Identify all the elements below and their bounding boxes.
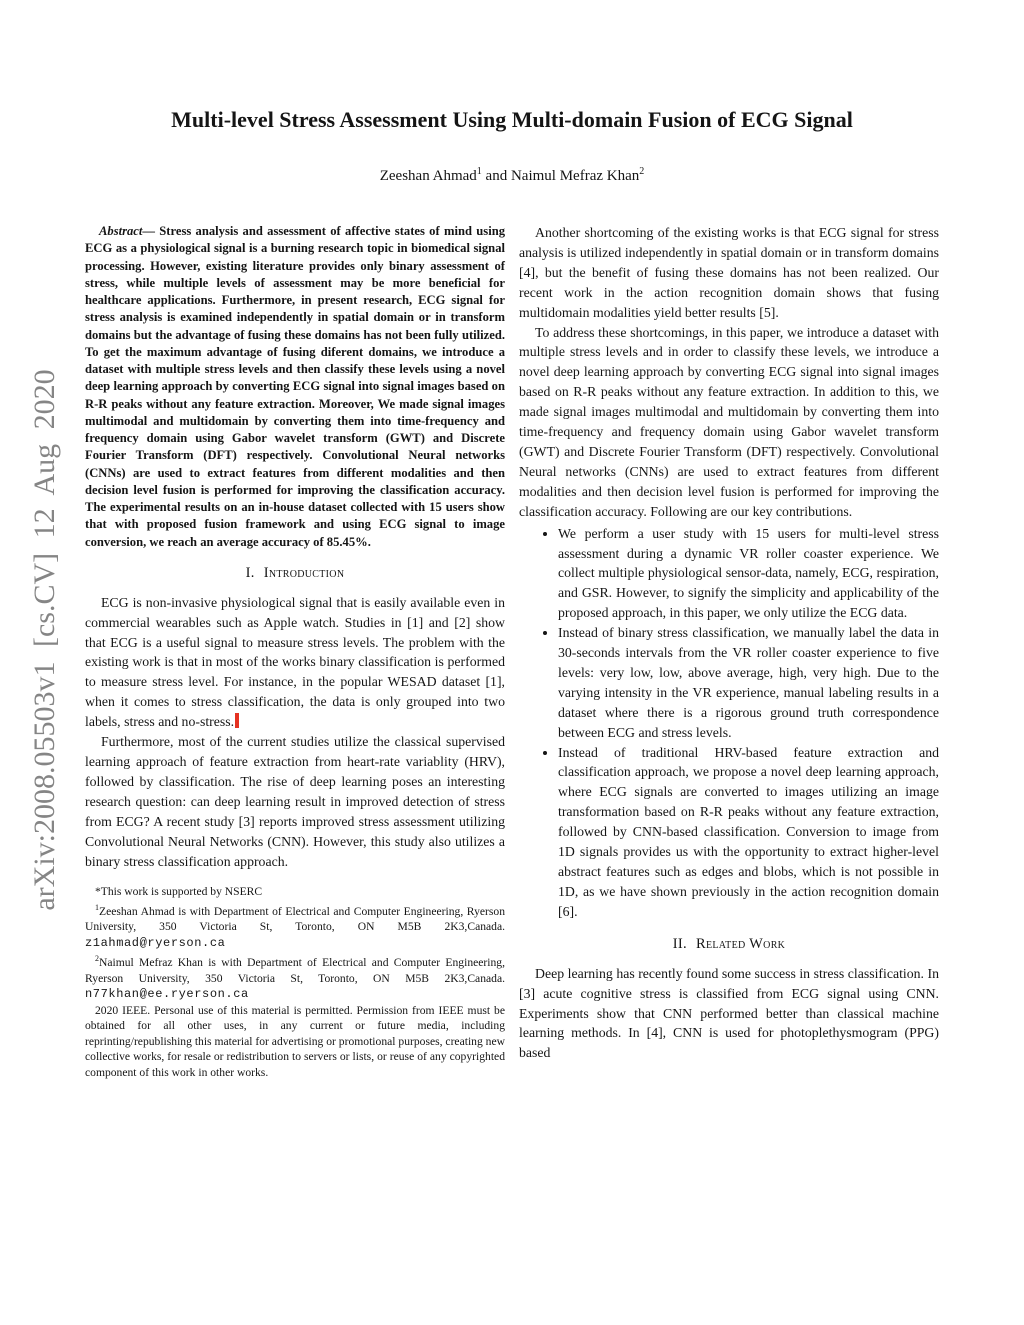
- author-affiliation-marker-2: 2: [639, 166, 645, 177]
- footnote-author-2-text: Naimul Mefraz Khan is with Department of Electrical and Computer Engineering, Ryerson University, 350 Victoria St, Toronto, ON M5B 2K3,Canada.: [85, 956, 505, 985]
- contributions-list: [519, 524, 939, 922]
- section-number-related-work: II.: [672, 935, 687, 952]
- contribution-item-3: • Instead of traditional HRV-based feature extraction and classification approach, we propose a novel deep learning approach, where ECG signals are converted to images utilizing an image transformation based on R-R peaks without any feature extraction, followed by CNN-based classification. Conversion to image from 1D signals provides us with the opportunity to extract higher-level abstract features such as edges and blobs, which is not possible in 1D, as we have shown previously in the action recognition domain [6].: [558, 743, 939, 922]
- authors-line: [0, 166, 1024, 185]
- author-affiliation-marker-1: 1: [476, 166, 482, 177]
- two-column-layout: [85, 223, 940, 1080]
- intro-paragraph-1-text: ECG is non-invasive physiological signal that is easily available even in commercial wearables such as Apple watch. Studies in [1] and [2] show that ECG is a useful signal to measure stress levels. The problem with the existing work is that in most of the works binary classification is performed to measure stress level. For instance, in the popular WESAD dataset [1], when it comes to stress classification, the data is only grouped into two labels, stress and no-stress.: [85, 594, 505, 730]
- footnote-author-1-text: Zeeshan Ahmad is with Department of Electrical and Computer Engineering, Ryerson University, 350 Victoria St, Toronto, ON M5B 2K3,Canada.: [85, 904, 505, 934]
- column-left: [85, 223, 505, 1080]
- contribution-item-2: • Instead of binary stress classification, we manually label the data in 30-seconds intervals from the VR roller coaster experience to five levels: very low, low, above average, high, very high. Due to the varying intensity in the VR experience, manual labeling results in a dataset where there is a rigorous ground truth correspondence between ECG and stress levels.: [558, 623, 939, 742]
- email-address-author-2: n77khan@ee.ryerson.ca: [85, 987, 249, 1002]
- footnote-marker-1: 1: [95, 902, 99, 912]
- intro-paragraph-1: [85, 593, 505, 732]
- right-paragraph-2: To address these shortcomings, in this paper, we introduce a dataset with multiple stress levels and in order to classify these levels, we introduce a novel deep learning approach by converting ECG signal into signal images based on R-R peaks without any feature extraction. In addition to this, we made signal images multimodal and multidomain by converting them into time-frequency and frequency domain using Gabor wavelet transform (GWT) and Discrete Fourier Transform (DFT) respectively. Convolutional Neural networks (CNNs) are used to extract features from different modalities and then decision level fusion is performed for improving the classification accuracy. Following are our key contributions.: [519, 324, 939, 519]
- right-paragraph-1: Another shortcoming of the existing works is that ECG signal for stress analysis is utilized independently in spatial domain or in transform domains [4], but the benefit of fusing these domains has not been realized. Our recent work in the action recognition domain shows that fusing multidomain modalities yield better results [5].: [519, 225, 939, 320]
- contribution-item-1: • We perform a user study with 15 users for multi-level stress assessment during a dynamic VR roller coaster experience. We collect multiple physiological sensor-data, namely, ECG, respiration, and GSR. However, to signify the simplicity and applicability of the proposed approach, in this paper, we only utilize the ECG data.: [558, 524, 939, 624]
- abstract-label: Abstract: [99, 224, 143, 238]
- footnote-marker-2: 2: [95, 954, 99, 964]
- abstract-text: Stress analysis and assessment of affective states of mind using ECG as a physiological signal is a burning research topic in biomedical signal processing. However, existing literature provides only binary assessment of stress, while multiple levels of assessment may be more beneficial for healthcare applications. Furthermore, in present research, ECG signal for stress analysis is examined independently in spatial domain or in transform domains but the advantage of fusing these domains has not been fully utilized. To get the maximum advantage of fusing diferent domains, we introduce a dataset with multiple stress levels and then classify these levels using a novel deep learning approach by converting ECG signal into signal images based on R-R peaks without any feature extraction. Moreover, We made signal images multimodal and multidomain by converting them into time-frequency and frequency domain using Gabor wavelet transform (GWT) and Discrete Fourier Transform (DFT) respectively. Convolutional Neural networks (CNNs) are used to extract features from different modalities and then decision level fusion is performed for improving the classification accuracy. The experimental results on an in-house dataset collected with 15 users show that with proposed fusion framework and using ECG signal to image conversion, we reach an average accuracy of 85.45%.: [85, 224, 505, 549]
- section-title-related-work: Related Work: [695, 935, 786, 952]
- paper-title: Multi-level Stress Assessment Using Multi-domain Fusion of ECG Signal: [171, 107, 853, 132]
- footnote-nserc-text: This work is supported by NSERC: [100, 885, 263, 899]
- arxiv-watermark: arXiv:2008.05503v1 [cs.CV] 12 Aug 2020: [28, 369, 61, 911]
- author-name-1: Zeeshan Ahmad: [379, 168, 477, 184]
- section-heading-introduction: [85, 565, 505, 582]
- red-text-cursor-mark: [235, 713, 239, 728]
- footnote-author-2: [85, 951, 505, 1002]
- footnote-author-1: [85, 900, 505, 951]
- footnotes-block: [85, 884, 505, 1080]
- column-right: [519, 223, 939, 1080]
- email-address-author-1: z1ahmad@ryerson.ca: [85, 935, 226, 950]
- footnote-asterisk-marker: *: [95, 885, 101, 899]
- abstract-dash: —: [142, 224, 160, 238]
- section-heading-related-work: [519, 936, 939, 953]
- footnote-nserc: [85, 884, 505, 900]
- footnote-ieee-copyright-notice: 2020 IEEE. Personal use of this material is permitted. Permission from IEEE must be obtained for all other uses, in any current or future media, including reprinting/republishing this material for advertising or promotional purposes, creating new collective works, for resale or redistribution to servers or lists, or reuse of any copyrighted component of this work in other works.: [85, 1003, 505, 1079]
- intro-paragraph-2: Furthermore, most of the current studies utilize the classical supervised learning approach of feature extraction from heart-rate variablity (HRV), followed by classification. The rise of deep learning poses an interesting research question: can deep learning result in improved detection of stress from ECG? A recent study [3] reports improved stress assessment utilizing Convolutional Neural Networks (CNN). However, this study also utilizes a binary stress classification approach.: [85, 734, 505, 869]
- related-work-paragraph-1: Deep learning has recently found some success in stress classification. In [3] acute cognitive stress is classified from ECG signal using CNN. Experiments show that CNN performed better than classical machine learning methods. In [4], CNN is used for photoplethysmogram (PPG) based: [519, 965, 939, 1061]
- authors-separator: and: [481, 168, 511, 184]
- section-title-introduction: Introduction: [263, 564, 345, 581]
- section-number-introduction: I.: [245, 564, 255, 581]
- abstract-paragraph: [85, 223, 505, 551]
- author-name-2: Naimul Mefraz Khan: [510, 168, 640, 184]
